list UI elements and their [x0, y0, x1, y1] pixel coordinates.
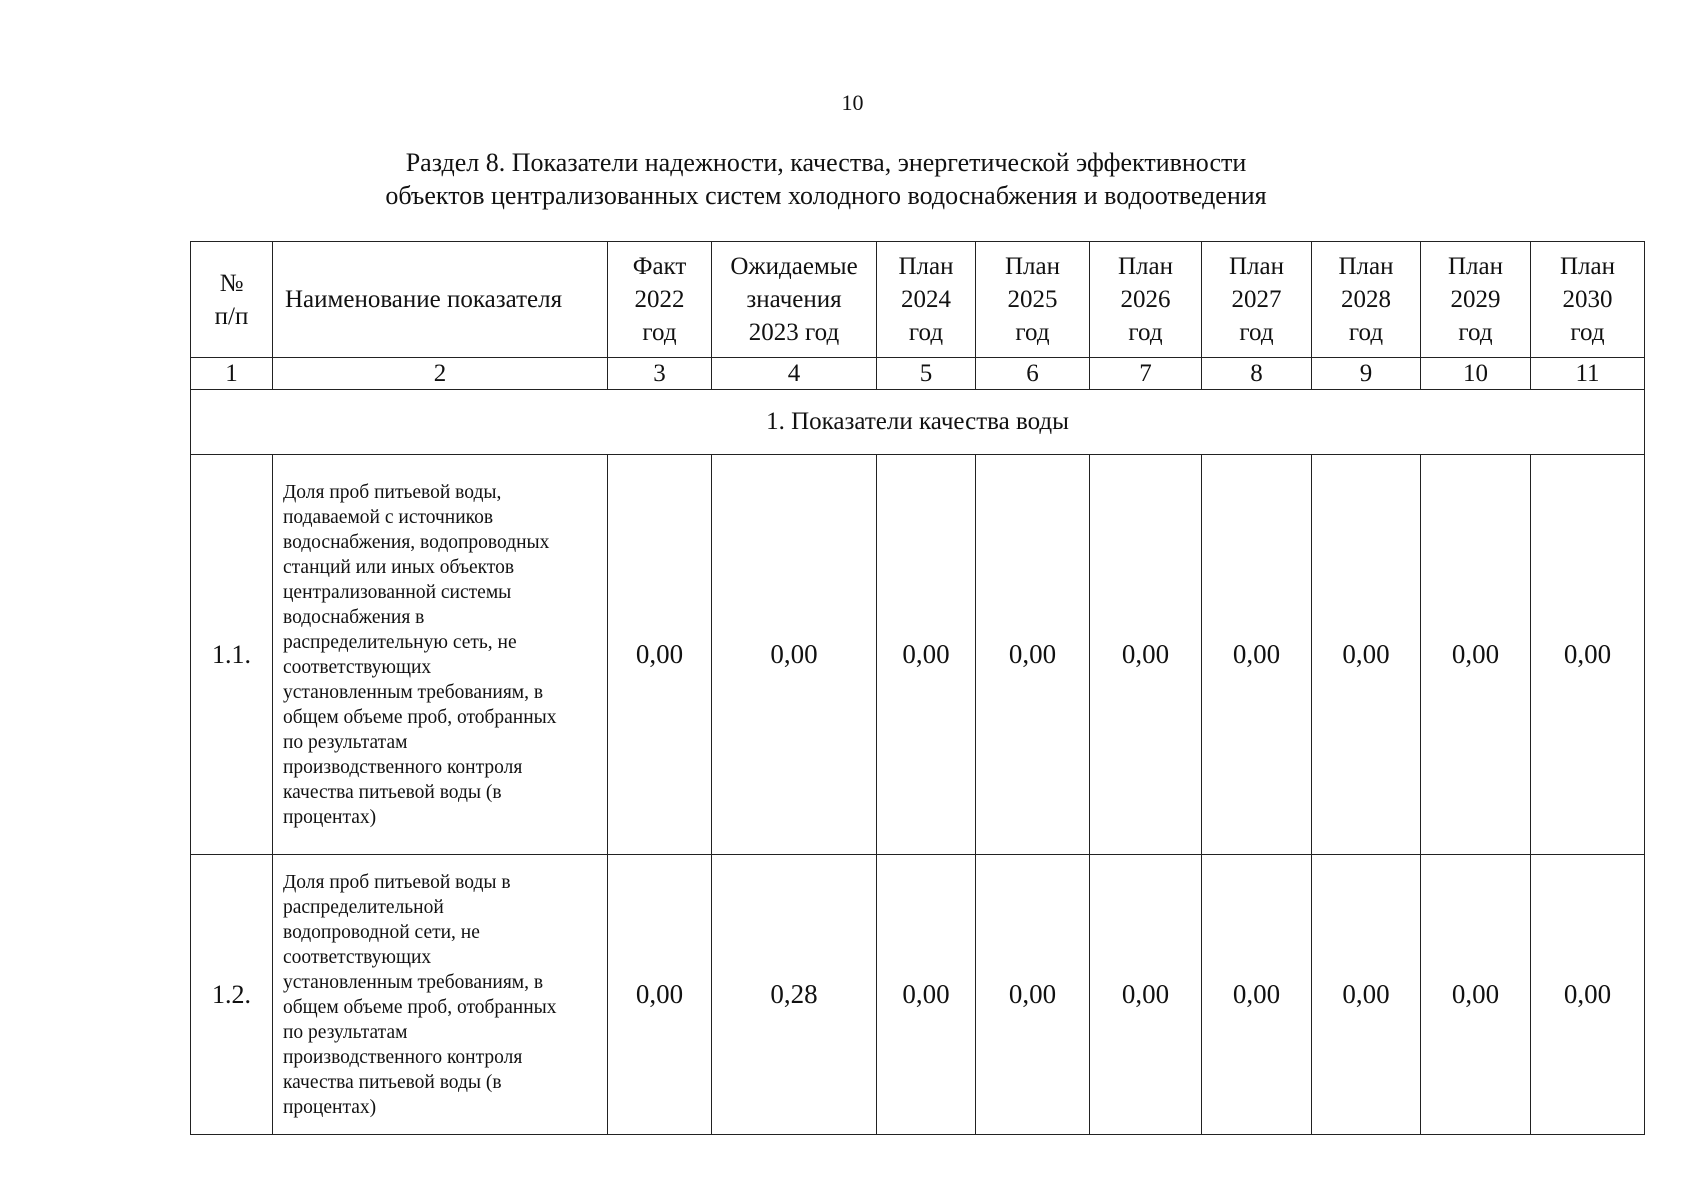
value-cell: 0,00 [976, 855, 1090, 1135]
group-title: 1. Показатели качества воды [191, 390, 1645, 455]
value-cell: 0,00 [608, 455, 712, 855]
value-cell: 0,00 [1312, 455, 1421, 855]
page-number: 10 [841, 90, 864, 115]
column-number: 11 [1531, 358, 1645, 390]
header-cell-plan-2029: План 2029 год [1421, 242, 1531, 358]
column-number-row [191, 358, 1645, 390]
value-cell: 0,00 [712, 455, 877, 855]
column-number: 7 [1090, 358, 1202, 390]
value-cell: 0,28 [712, 855, 877, 1135]
value-cell: 0,00 [1312, 855, 1421, 1135]
table-row [191, 855, 1645, 1135]
value-cell: 0,00 [1531, 455, 1645, 855]
header-cell-num: № п/п [191, 242, 273, 358]
column-number: 6 [976, 358, 1090, 390]
value-cell: 0,00 [877, 455, 976, 855]
value-cell: 0,00 [1202, 855, 1312, 1135]
column-number: 1 [191, 358, 273, 390]
value-cell: 0,00 [1090, 855, 1202, 1135]
header-cell-plan-2028: План 2028 год [1312, 242, 1421, 358]
row-number: 1.2. [191, 855, 273, 1135]
value-cell: 0,00 [1421, 855, 1531, 1135]
section-title-line-2: объектов централизованных систем холодного водоснабжения и водоотведения [385, 181, 1267, 210]
header-cell-name: Наименование показателя [273, 242, 608, 358]
header-cell-plan-2030: План 2030 год [1531, 242, 1645, 358]
header-cell-plan-2024: План 2024 год [877, 242, 976, 358]
section-title-line-1: Раздел 8. Показатели надежности, качества, энергетической эффективности [405, 148, 1247, 177]
column-number: 9 [1312, 358, 1421, 390]
column-number: 2 [273, 358, 608, 390]
header-row [191, 242, 1645, 358]
row-number: 1.1. [191, 455, 273, 855]
value-cell: 0,00 [1090, 455, 1202, 855]
indicator-name: Доля проб питьевой воды, подаваемой с источников водоснабжения, водопроводных станций или иных объектов централизованной системы водоснабжения в распределительную сеть, не соответствующих установленным требованиям, в общем объеме проб, отобранных по результатам производственного контроля качества питьевой воды (в процентах) [273, 455, 608, 855]
column-number: 10 [1421, 358, 1531, 390]
header-cell-plan-2027: План 2027 год [1202, 242, 1312, 358]
value-cell: 0,00 [976, 455, 1090, 855]
value-cell: 0,00 [608, 855, 712, 1135]
column-number: 8 [1202, 358, 1312, 390]
value-cell: 0,00 [1421, 455, 1531, 855]
header-cell-expected-2023: Ожидаемые значения 2023 год [712, 242, 877, 358]
column-number: 5 [877, 358, 976, 390]
table-row [191, 455, 1645, 855]
value-cell: 0,00 [1531, 855, 1645, 1135]
column-number: 3 [608, 358, 712, 390]
header-cell-fact-2022: Факт 2022 год [608, 242, 712, 358]
group-row-water-quality [191, 390, 1645, 455]
column-number: 4 [712, 358, 877, 390]
section-title [0, 146, 1652, 212]
indicator-name: Доля проб питьевой воды в распределительной водопроводной сети, не соответствующих установленным требованиям, в общем объеме проб, отобранных по результатам производственного контроля качества питьевой воды (в процентах) [273, 855, 608, 1135]
value-cell: 0,00 [877, 855, 976, 1135]
header-cell-plan-2026: План 2026 год [1090, 242, 1202, 358]
value-cell: 0,00 [1202, 455, 1312, 855]
header-cell-plan-2025: План 2025 год [976, 242, 1090, 358]
indicators-table [190, 241, 1645, 1135]
